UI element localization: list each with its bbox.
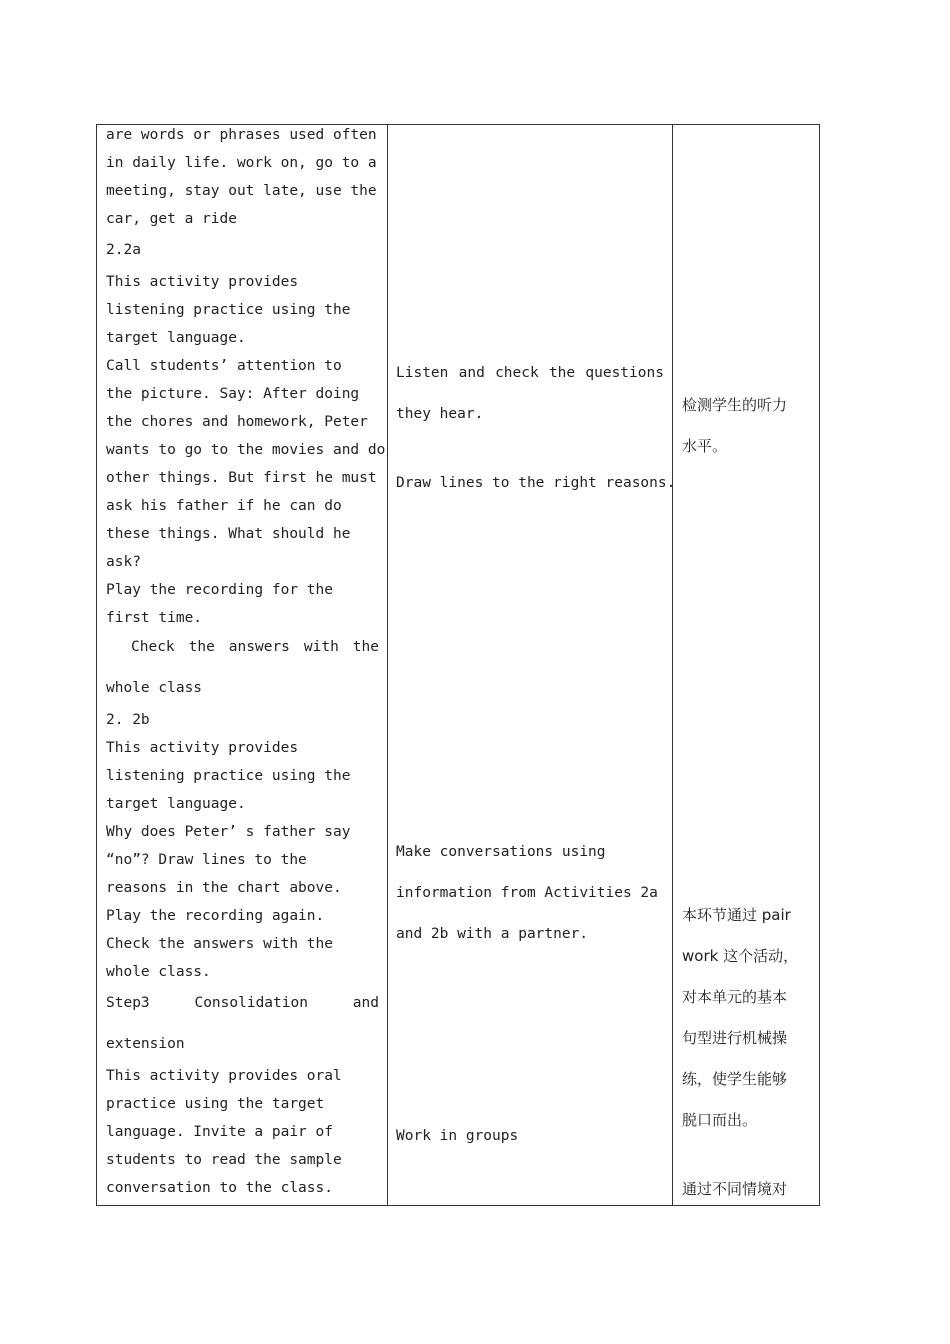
intro-line: meeting, stay out late, use the: [106, 183, 377, 199]
step3-line: practice using the target: [106, 1096, 325, 1112]
section-2b-line: listening practice using the: [106, 768, 351, 784]
listen-check-tail: they hear.: [396, 406, 484, 422]
pairwork-intent-line: 对本单元的基本: [682, 988, 788, 1006]
situations-intent-line: 通过不同情境对: [682, 1180, 788, 1198]
section-2a-line: This activity provides: [106, 274, 299, 290]
check-answers-tail: whole class: [106, 680, 203, 696]
check-word: Check: [131, 639, 175, 655]
check-word: with: [303, 639, 339, 655]
listen-word: the: [548, 365, 576, 381]
listen-word: and: [458, 365, 485, 381]
section-2a-line: Play the recording for the: [106, 582, 333, 598]
intro-line: in daily life. work on, go to a: [106, 155, 377, 171]
conversation-line: information from Activities 2a: [396, 885, 658, 901]
intro-line: are words or phrases used often: [106, 127, 377, 143]
step3-line: conversation to the class.: [106, 1180, 333, 1196]
check-word: answers: [228, 639, 290, 655]
listen-word: check: [495, 365, 539, 381]
listen-word: questions: [585, 365, 664, 381]
conversation-line: Make conversations using: [396, 844, 606, 860]
pairwork-intent-line: 练，使学生能够: [682, 1070, 788, 1088]
step3-word: Consolidation: [194, 995, 308, 1011]
step3-line: students to read the sample: [106, 1152, 342, 1168]
pairwork-intent-line: 脱口而出。: [682, 1111, 758, 1129]
section-2a-heading: 2.2a: [106, 242, 141, 258]
section-2a-line: wants to go to the movies and do: [106, 442, 386, 458]
section-2b-heading: 2. 2b: [106, 712, 150, 728]
step3-heading: [106, 995, 379, 1011]
section-2a-line: ask?: [106, 554, 141, 570]
section-2b-line: target language.: [106, 796, 246, 812]
teaching-procedure-column: [97, 125, 388, 1205]
section-2a-line: Call students’ attention to: [106, 358, 342, 374]
section-2b-line: “no”? Draw lines to the: [106, 852, 307, 868]
section-2b-line: This activity provides: [106, 740, 299, 756]
section-2a-line: target language.: [106, 330, 246, 346]
design-intent-column: [673, 125, 819, 1205]
pairwork-intent-line: work 这个活动，: [682, 947, 799, 965]
section-2a-line: listening practice using the: [106, 302, 351, 318]
section-2a-line: first time.: [106, 610, 203, 626]
listening-intent-line: 水平。: [682, 437, 728, 455]
step3-word: and: [352, 995, 379, 1011]
check-word: the: [188, 639, 215, 655]
step3-heading-tail: extension: [106, 1036, 185, 1052]
intro-line: car, get a ride: [106, 211, 237, 227]
section-2b-line: Check the answers with the: [106, 936, 333, 952]
section-2b-line: Play the recording again.: [106, 908, 325, 924]
conversation-line: and 2b with a partner.: [396, 926, 589, 942]
step3-line: language. Invite a pair of: [106, 1124, 333, 1140]
section-2a-line: other things. But first he must: [106, 470, 377, 486]
section-2a-line: these things. What should he: [106, 526, 351, 542]
section-2a-line: the picture. Say: After doing: [106, 386, 360, 402]
section-2b-line: reasons in the chart above.: [106, 880, 342, 896]
pairwork-intent-line: 本环节通过 pair: [682, 906, 791, 924]
step3-line: This activity provides oral: [106, 1068, 342, 1084]
work-groups-text: Work in groups: [396, 1128, 519, 1144]
step3-word: Step3: [106, 995, 150, 1011]
check-answers-line: [131, 639, 379, 655]
student-activities-column: [388, 125, 676, 1205]
pairwork-intent-line: 句型进行机械操: [682, 1029, 788, 1047]
listening-intent-line: 检测学生的听力: [682, 396, 788, 414]
section-2b-line: Why does Peter’ s father say: [106, 824, 351, 840]
lesson-plan-table: [96, 124, 820, 1206]
section-2a-line: the chores and homework, Peter: [106, 414, 368, 430]
listen-check-line: [396, 365, 664, 381]
check-word: the: [352, 639, 379, 655]
listen-word: Listen: [396, 365, 449, 381]
section-2a-line: ask his father if he can do: [106, 498, 342, 514]
draw-lines-text: Draw lines to the right reasons.: [396, 475, 676, 491]
section-2b-line: whole class.: [106, 964, 211, 980]
